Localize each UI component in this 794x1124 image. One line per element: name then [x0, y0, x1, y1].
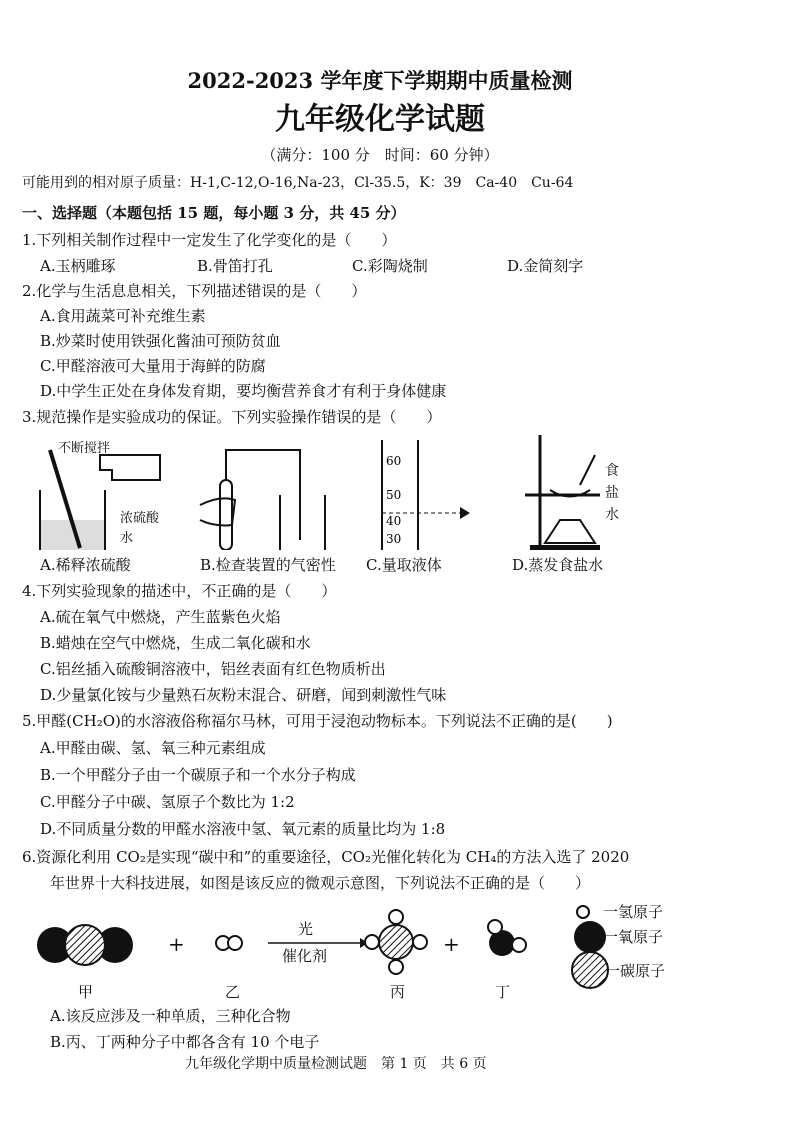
svg-text:30: 30	[386, 532, 402, 546]
legend-carbon: 一碳原子	[605, 962, 666, 980]
q6-stem-line1: 6.资源化利用 CO₂是实现“碳中和”的重要途径，CO₂光催化转化为 CH₄的方法入选了 2020	[22, 848, 630, 866]
q5-stem: 5.甲醛(CH₂O)的水溶液俗称福尔马林，可用于浸泡动物标本。下列说法不正确的是( )	[22, 712, 613, 730]
q5-option-d: D.不同质量分数的甲醛水溶液中氢、氧元素的质量比均为 1:8	[40, 820, 446, 838]
svg-text:50: 50	[386, 488, 402, 502]
arrow-condition-light: 光	[298, 920, 314, 938]
q2-stem: 2.化学与生活息息相关，下列描述错误的是（ ）	[22, 282, 367, 300]
q4-option-a: A.硫在氧气中燃烧，产生蓝紫色火焰	[40, 608, 281, 626]
atomic-masses: 可能用到的相对原子质量：H-1,C-12,O-16,Na-23，Cl-35.5，K：39 Ca-40 Cu-64	[22, 175, 574, 191]
q2-option-b: B.炒菜时使用铁强化酱油可预防贫血	[40, 332, 281, 350]
q3-option-c: C.量取液体	[366, 556, 442, 574]
arrow-condition-catalyst: 催化剂	[282, 947, 328, 965]
q3-stem: 3.规范操作是实验成功的保证。下列实验操作错误的是（ ）	[22, 408, 442, 426]
section-heading: 一、选择题（本题包括 15 题，每小题 3 分，共 45 分）	[22, 204, 406, 222]
carbon-atom-icon	[65, 925, 105, 965]
q1-option-c: C.彩陶烧制	[352, 257, 428, 275]
q3-option-d: D.蒸发食盐水	[512, 556, 604, 574]
q3-option-b: B.检查装置的气密性	[200, 556, 336, 574]
exam-info: （满分：100 分 时间：60 分钟）	[261, 146, 499, 164]
alcohol-lamp-icon	[545, 520, 595, 543]
acid-bottle-icon	[100, 455, 160, 480]
q1-stem: 1.下列相关制作过程中一定发生了化学变化的是（ ）	[22, 231, 397, 249]
label-water: 水	[120, 531, 134, 546]
q4-option-c: C.铝丝插入硫酸铜溶液中，铝丝表面有红色物质析出	[40, 660, 386, 678]
q2-option-a: A.食用蔬菜可补充维生素	[40, 307, 206, 325]
legend-carbon-icon	[572, 952, 608, 988]
hand-icon	[200, 498, 235, 525]
legend-hydrogen: 一氢原子	[603, 903, 664, 921]
q1-option-b: B.骨笛打孔	[197, 257, 273, 275]
label-stir: 不断搅拌	[58, 441, 111, 456]
beaker-icon	[280, 495, 325, 550]
label-acid: 浓硫酸	[120, 511, 160, 526]
q6-option-a: A.该反应涉及一种单质，三种化合物	[50, 1007, 291, 1025]
label-ding: 丁	[495, 983, 511, 1001]
svg-text:40: 40	[386, 514, 402, 528]
plus-sign: +	[443, 932, 460, 956]
page-title: 九年级化学试题	[275, 102, 485, 137]
hydrogen-atom-icon	[228, 936, 242, 950]
test-tube-icon	[220, 480, 232, 550]
page-footer: 九年级化学期中质量检测试题 第 1 页 共 6 页	[185, 1056, 487, 1072]
q3-option-a: A.稀释浓硫酸	[40, 556, 131, 574]
q5-option-b: B.一个甲醛分子由一个碳原子和一个水分子构成	[40, 766, 356, 784]
q2-option-c: C.甲醛溶液可大量用于海鲜的防腐	[40, 357, 266, 375]
legend-oxygen: 一氧原子	[603, 928, 664, 946]
q1-option-d: D.金简刻字	[507, 257, 584, 275]
legend-hydrogen-icon	[577, 906, 589, 918]
q5-option-c: C.甲醛分子中碳、氢原子个数比为 1:2	[40, 793, 295, 811]
label-yi: 乙	[225, 983, 241, 1001]
legend-oxygen-icon	[574, 921, 606, 953]
q6-option-b: B.丙、丁两种分子中都各含有 10 个电子	[50, 1033, 320, 1051]
label-bing: 丙	[390, 983, 406, 1001]
q5-option-a: A.甲醛由碳、氢、氧三种元素组成	[40, 739, 266, 757]
q4-stem: 4.下列实验现象的描述中，不正确的是（ ）	[22, 582, 337, 600]
q4-option-b: B.蜡烛在空气中燃烧，生成二氧化碳和水	[40, 634, 311, 652]
q1-option-a: A.玉柄雕琢	[40, 257, 116, 275]
q4-option-d: D.少量氯化铵与少量熟石灰粉末混合、研磨，闻到刺激性气味	[40, 686, 447, 704]
svg-text:60: 60	[386, 454, 402, 468]
eye-icon	[460, 507, 470, 519]
label-jia: 甲	[78, 983, 94, 1001]
q2-option-d: D.中学生正处在身体发育期，要均衡营养食才有利于身体健康	[40, 382, 447, 400]
methane-molecule-icon	[379, 925, 413, 959]
plus-sign: +	[168, 932, 185, 956]
label-salt-water: 食盐水	[605, 463, 619, 523]
exam-header: 2022-2023 学年度下学期期中质量检测	[187, 68, 573, 93]
q6-stem-line2: 年世界十大科技进展，如图是该反应的微观示意图，下列说法不正确的是（ ）	[50, 874, 591, 892]
